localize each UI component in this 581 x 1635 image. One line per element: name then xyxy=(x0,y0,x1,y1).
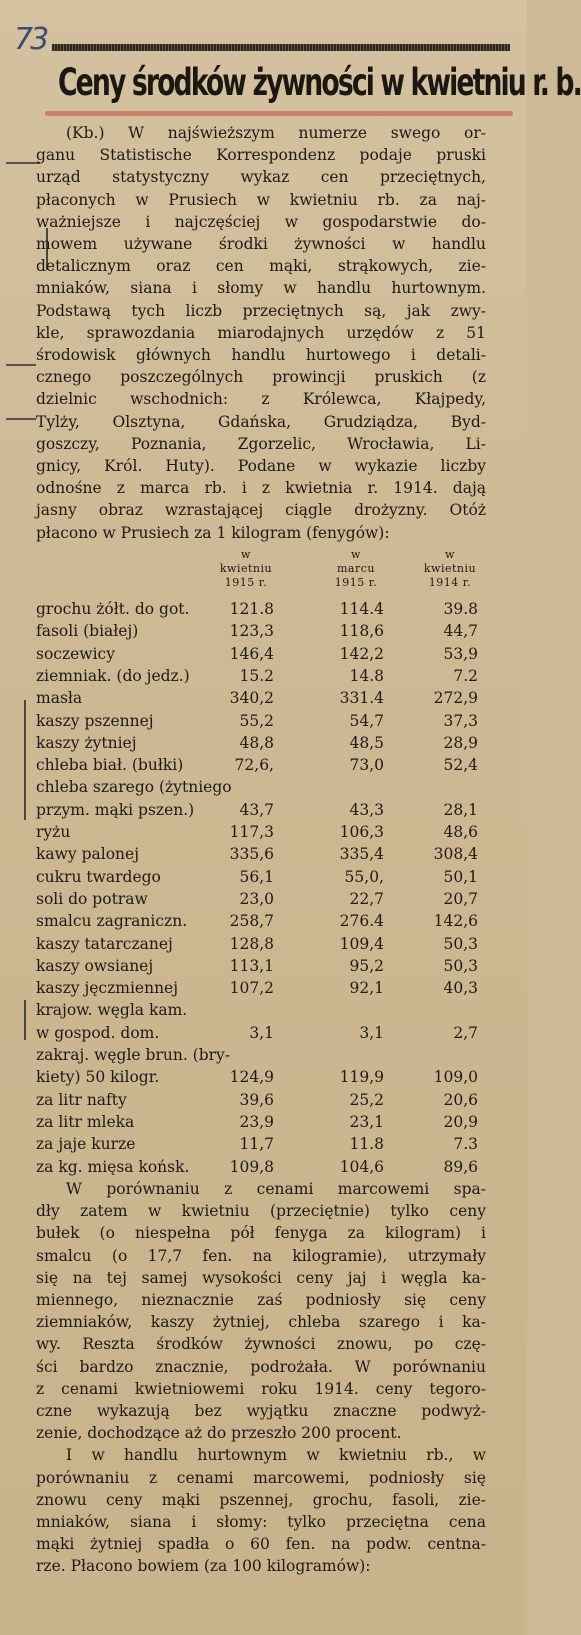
text-line: W porównaniu z cenami marcowemi spa- xyxy=(66,1180,486,1198)
price-cell: 119,9 xyxy=(339,1068,384,1087)
price-cell: 56,1 xyxy=(239,867,274,886)
text-line: miennego, nieznacznie zaś podniosły się ceny xyxy=(36,1291,486,1309)
text-line: Podstawą tych liczb przeciętnych są, jak zwy- xyxy=(36,301,486,320)
table-row xyxy=(36,1111,496,1133)
price-cell: 48,5 xyxy=(349,733,384,752)
table-row xyxy=(36,866,496,888)
text-line: środowisk głównych handlu hurtowego i detali- xyxy=(36,346,486,364)
price-cell: 23,0 xyxy=(239,889,274,908)
margin-dash xyxy=(6,418,36,420)
table-row xyxy=(36,1156,496,1178)
price-cell: 104,6 xyxy=(339,1157,384,1176)
price-cell: 124,9 xyxy=(229,1068,274,1087)
price-cell: 308,4 xyxy=(433,845,478,864)
text-line: płacono w Prusiech za 1 kilogram (fenygów): xyxy=(36,523,390,542)
text-line: bułek (o niespełna pół fenyga za kilogram) i xyxy=(36,1224,486,1243)
price-cell: 142,2 xyxy=(339,644,384,663)
table-row xyxy=(36,1133,496,1155)
pencil-margin-mark xyxy=(24,1000,26,1040)
table-row xyxy=(36,598,496,620)
price-cell: 55,0, xyxy=(344,867,384,886)
text-line: jasny obraz wzrastającej ciągle drożyzny. Otóż xyxy=(36,501,486,520)
price-cell: 73,0 xyxy=(349,756,384,775)
text-line: cznego poszczególnych prowincji pruskich (z xyxy=(36,368,486,387)
price-cell: 109,4 xyxy=(339,934,384,953)
text-line: ziemniaków, kaszy żytniej, chleba szarego i ka- xyxy=(36,1313,486,1332)
price-cell: 43,7 xyxy=(239,800,274,819)
price-cell: 106,3 xyxy=(339,823,384,841)
price-cell: 48,8 xyxy=(239,733,274,752)
text-line: mąki żytniej spadła o 60 fen. na podw. centna- xyxy=(36,1535,486,1554)
column-header: 1915 r. xyxy=(224,576,268,589)
price-cell: 28,1 xyxy=(443,800,478,819)
price-cell: 28,9 xyxy=(443,733,478,752)
price-cell: 39.8 xyxy=(443,600,478,618)
price-cell: 20,9 xyxy=(443,1112,478,1131)
price-cell: 335,4 xyxy=(339,845,384,864)
table-row xyxy=(36,643,496,665)
table-row xyxy=(36,888,496,910)
price-cell: 48,6 xyxy=(443,823,478,841)
price-cell: 7.3 xyxy=(453,1135,478,1154)
table-row xyxy=(36,710,496,732)
item-label: kaszy owsianej xyxy=(36,956,154,975)
price-cell: 43,3 xyxy=(349,800,384,819)
text-line: Tylży, Olsztyna, Gdańska, Grudziądza, Byd- xyxy=(36,412,486,431)
table-row xyxy=(36,977,496,999)
item-label: chleba biał. (bułki) xyxy=(36,756,184,775)
price-cell: 2,7 xyxy=(453,1023,478,1042)
price-cell: 109,8 xyxy=(229,1157,274,1176)
price-cell: 20,6 xyxy=(443,1090,478,1109)
item-label: cukru twardego xyxy=(36,867,161,886)
price-cell: 25,2 xyxy=(349,1090,384,1109)
table-row xyxy=(36,799,496,821)
item-label: smalcu zagraniczn. xyxy=(36,912,188,931)
text-line: ganu Statistische Korrespondenz podaje pruski xyxy=(36,146,486,165)
price-cell: 117,3 xyxy=(229,823,274,841)
price-cell: 272,9 xyxy=(433,689,478,708)
price-cell: 92,1 xyxy=(349,979,384,998)
item-label: fasoli (białej) xyxy=(36,622,139,641)
price-cell: 50,3 xyxy=(443,934,478,953)
price-cell: 128,8 xyxy=(229,934,274,953)
text-line: gnicy, Król. Huty). Podane w wykazie liczby xyxy=(36,457,486,475)
price-cell: 52,4 xyxy=(443,756,478,775)
item-label: za litr mleka xyxy=(36,1112,135,1131)
table-row xyxy=(36,843,496,865)
price-cell: 39,6 xyxy=(239,1090,274,1109)
text-line: smalcu (o 17,7 fen. na kilogramie), utrzymały xyxy=(36,1246,486,1265)
item-label: chleba szarego (żytniego xyxy=(36,778,232,797)
item-label: soli do potraw xyxy=(36,889,148,908)
price-cell: 142,6 xyxy=(433,912,478,931)
price-cell: 335,6 xyxy=(229,845,274,864)
table-row xyxy=(36,933,496,955)
text-line: I w handlu hurtownym w kwietniu rb., w xyxy=(66,1446,486,1465)
table-row xyxy=(36,1022,496,1044)
table-row xyxy=(36,665,496,687)
item-label: kaszy żytniej xyxy=(36,733,137,752)
table-row xyxy=(36,1066,496,1088)
text-line: goszczy, Poznania, Zgorzelic, Wrocławia, Li- xyxy=(36,434,486,453)
margin-dash xyxy=(6,162,40,164)
text-line: porównaniu z cenami marcowemi, podniosły się xyxy=(36,1468,486,1487)
text-line: odnośne z marca rb. i z kwietnia r. 1914. dają xyxy=(36,479,486,498)
item-label: za jaje kurze xyxy=(36,1135,136,1154)
price-cell: 55,2 xyxy=(239,711,274,730)
price-cell: 3,1 xyxy=(359,1023,384,1042)
price-cell: 7.2 xyxy=(453,666,478,685)
handwritten-page-number: 73 xyxy=(14,22,47,57)
text-line: (Kb.) W najświeższym numerze swego or- xyxy=(66,124,486,142)
table-row xyxy=(36,1089,496,1111)
text-line: ważniejsze i najczęściej w gospodarstwie do- xyxy=(36,212,486,231)
text-line: mowem używane środki żywności w handlu xyxy=(36,235,486,253)
text-line: detalicznym oraz cen mąki, strąkowych, zie- xyxy=(36,257,486,276)
text-line: mniaków, siana i słomy: tylko przeciętna cena xyxy=(36,1513,486,1531)
price-cell: 37,3 xyxy=(443,711,478,730)
price-cell: 276.4 xyxy=(339,912,384,931)
price-cell: 114.4 xyxy=(339,600,384,618)
item-label: grochu żółt. do got. xyxy=(36,600,190,618)
price-cell: 14.8 xyxy=(349,666,384,685)
price-cell: 20,7 xyxy=(443,889,478,908)
item-label: za litr nafty xyxy=(36,1090,127,1109)
item-label: ryżu xyxy=(36,823,71,841)
price-cell: 40,3 xyxy=(443,979,478,998)
item-label: soczewicy xyxy=(36,644,115,663)
column-header: marcu xyxy=(337,562,375,575)
price-cell: 107,2 xyxy=(229,979,274,998)
price-cell: 53,9 xyxy=(443,644,478,663)
column-header: 1914 r. xyxy=(428,576,472,589)
price-cell: 123,3 xyxy=(229,622,274,641)
table-row xyxy=(36,999,496,1021)
text-line: ści bardzo znacznie, podrożała. W porównaniu xyxy=(36,1357,486,1376)
price-cell: 109,0 xyxy=(433,1068,478,1087)
price-cell: 113,1 xyxy=(229,956,274,975)
price-cell: 146,4 xyxy=(229,644,274,663)
text-line: płaconych w Prusiech w kwietniu rb. za naj- xyxy=(36,190,486,209)
item-label: kiety) 50 kilogr. xyxy=(36,1068,160,1087)
item-label: zakraj. węgle brun. (bry- xyxy=(36,1046,231,1064)
item-label: kaszy tatarczanej xyxy=(36,934,173,953)
pencil-margin-mark xyxy=(24,700,26,820)
price-cell: 3,1 xyxy=(249,1023,274,1042)
price-cell: 44,7 xyxy=(443,622,478,641)
text-line: czne wykazują bez wyjątku znaczne podwyż- xyxy=(36,1402,486,1420)
price-cell: 23,9 xyxy=(239,1112,274,1131)
price-cell: 15.2 xyxy=(239,666,274,685)
item-label: w gospod. dom. xyxy=(36,1023,160,1042)
table-row xyxy=(36,821,496,843)
column-header: w xyxy=(445,548,455,561)
price-cell: 258,7 xyxy=(229,912,274,931)
item-label: kaszy pszennej xyxy=(36,711,154,730)
table-row xyxy=(36,910,496,932)
item-label: ziemniak. (do jedz.) xyxy=(36,666,190,685)
column-header: w xyxy=(241,548,251,561)
table-row xyxy=(36,687,496,709)
text-line: wy. Reszta środków żywności znowu, po czę- xyxy=(36,1335,486,1354)
text-line: kle, sprawozdania miarodajnych urzędów z 51 xyxy=(36,323,486,342)
price-cell: 72,6, xyxy=(234,756,274,775)
column-header: w xyxy=(351,548,361,561)
text-line: mniaków, siana i słomy w handlu hurtownym. xyxy=(36,279,486,298)
text-line: dzielnic wschodnich: z Królewca, Kłajpedy, xyxy=(36,390,486,409)
top-rule xyxy=(52,44,510,51)
margin-dash xyxy=(6,364,36,366)
text-line: urząd statystyczny wykaz cen przeciętnych, xyxy=(36,168,486,187)
price-cell: 11,7 xyxy=(239,1135,274,1154)
price-cell: 118,6 xyxy=(339,622,384,641)
item-label: kaszy jęczmiennej xyxy=(36,979,179,998)
table-row xyxy=(36,955,496,977)
text-line: znowu ceny mąki pszennej, grochu, fasoli, zie- xyxy=(36,1490,486,1509)
column-header: kwietniu xyxy=(219,562,273,575)
table-row xyxy=(36,1044,496,1066)
text-line: zenie, dochodzące aż do przeszło 200 procent. xyxy=(36,1424,402,1443)
item-label: za kg. mięsa końsk. xyxy=(36,1157,190,1176)
price-cell: 89,6 xyxy=(443,1157,478,1176)
item-label: masła xyxy=(36,689,83,708)
text-line: się na tej samej wysokości ceny jaj i węgla ka- xyxy=(36,1268,486,1287)
text-line: rze. Płacono bowiem (za 100 kilogramów): xyxy=(36,1557,371,1576)
item-label: krajow. węgla kam. xyxy=(36,1001,188,1020)
item-label: przym. mąki pszen.) xyxy=(36,800,195,819)
table-row xyxy=(36,620,496,642)
table-row xyxy=(36,754,496,776)
table-row xyxy=(36,732,496,754)
text-line: dły zatem w kwietniu (przeciętnie) tylko ceny xyxy=(36,1202,486,1221)
price-cell: 331.4 xyxy=(339,689,384,708)
price-cell: 50,3 xyxy=(443,956,478,975)
text-line: z cenami kwietniowemi roku 1914. ceny tegoro- xyxy=(36,1379,486,1398)
column-header: 1915 r. xyxy=(334,576,378,589)
price-cell: 340,2 xyxy=(229,689,274,708)
headline: Ceny środków żywności w kwietniu r. b. xyxy=(58,61,581,104)
table-row xyxy=(36,776,496,798)
price-cell: 121.8 xyxy=(229,600,274,618)
price-cell: 23,1 xyxy=(349,1112,384,1131)
red-pencil-underline xyxy=(45,111,513,116)
price-cell: 50,1 xyxy=(443,867,478,886)
price-cell: 95,2 xyxy=(349,956,384,975)
price-cell: 22,7 xyxy=(349,889,384,908)
item-label: kawy palonej xyxy=(36,845,139,864)
column-header: kwietniu xyxy=(423,562,477,575)
price-cell: 11.8 xyxy=(349,1135,384,1154)
price-cell: 54,7 xyxy=(349,711,384,730)
